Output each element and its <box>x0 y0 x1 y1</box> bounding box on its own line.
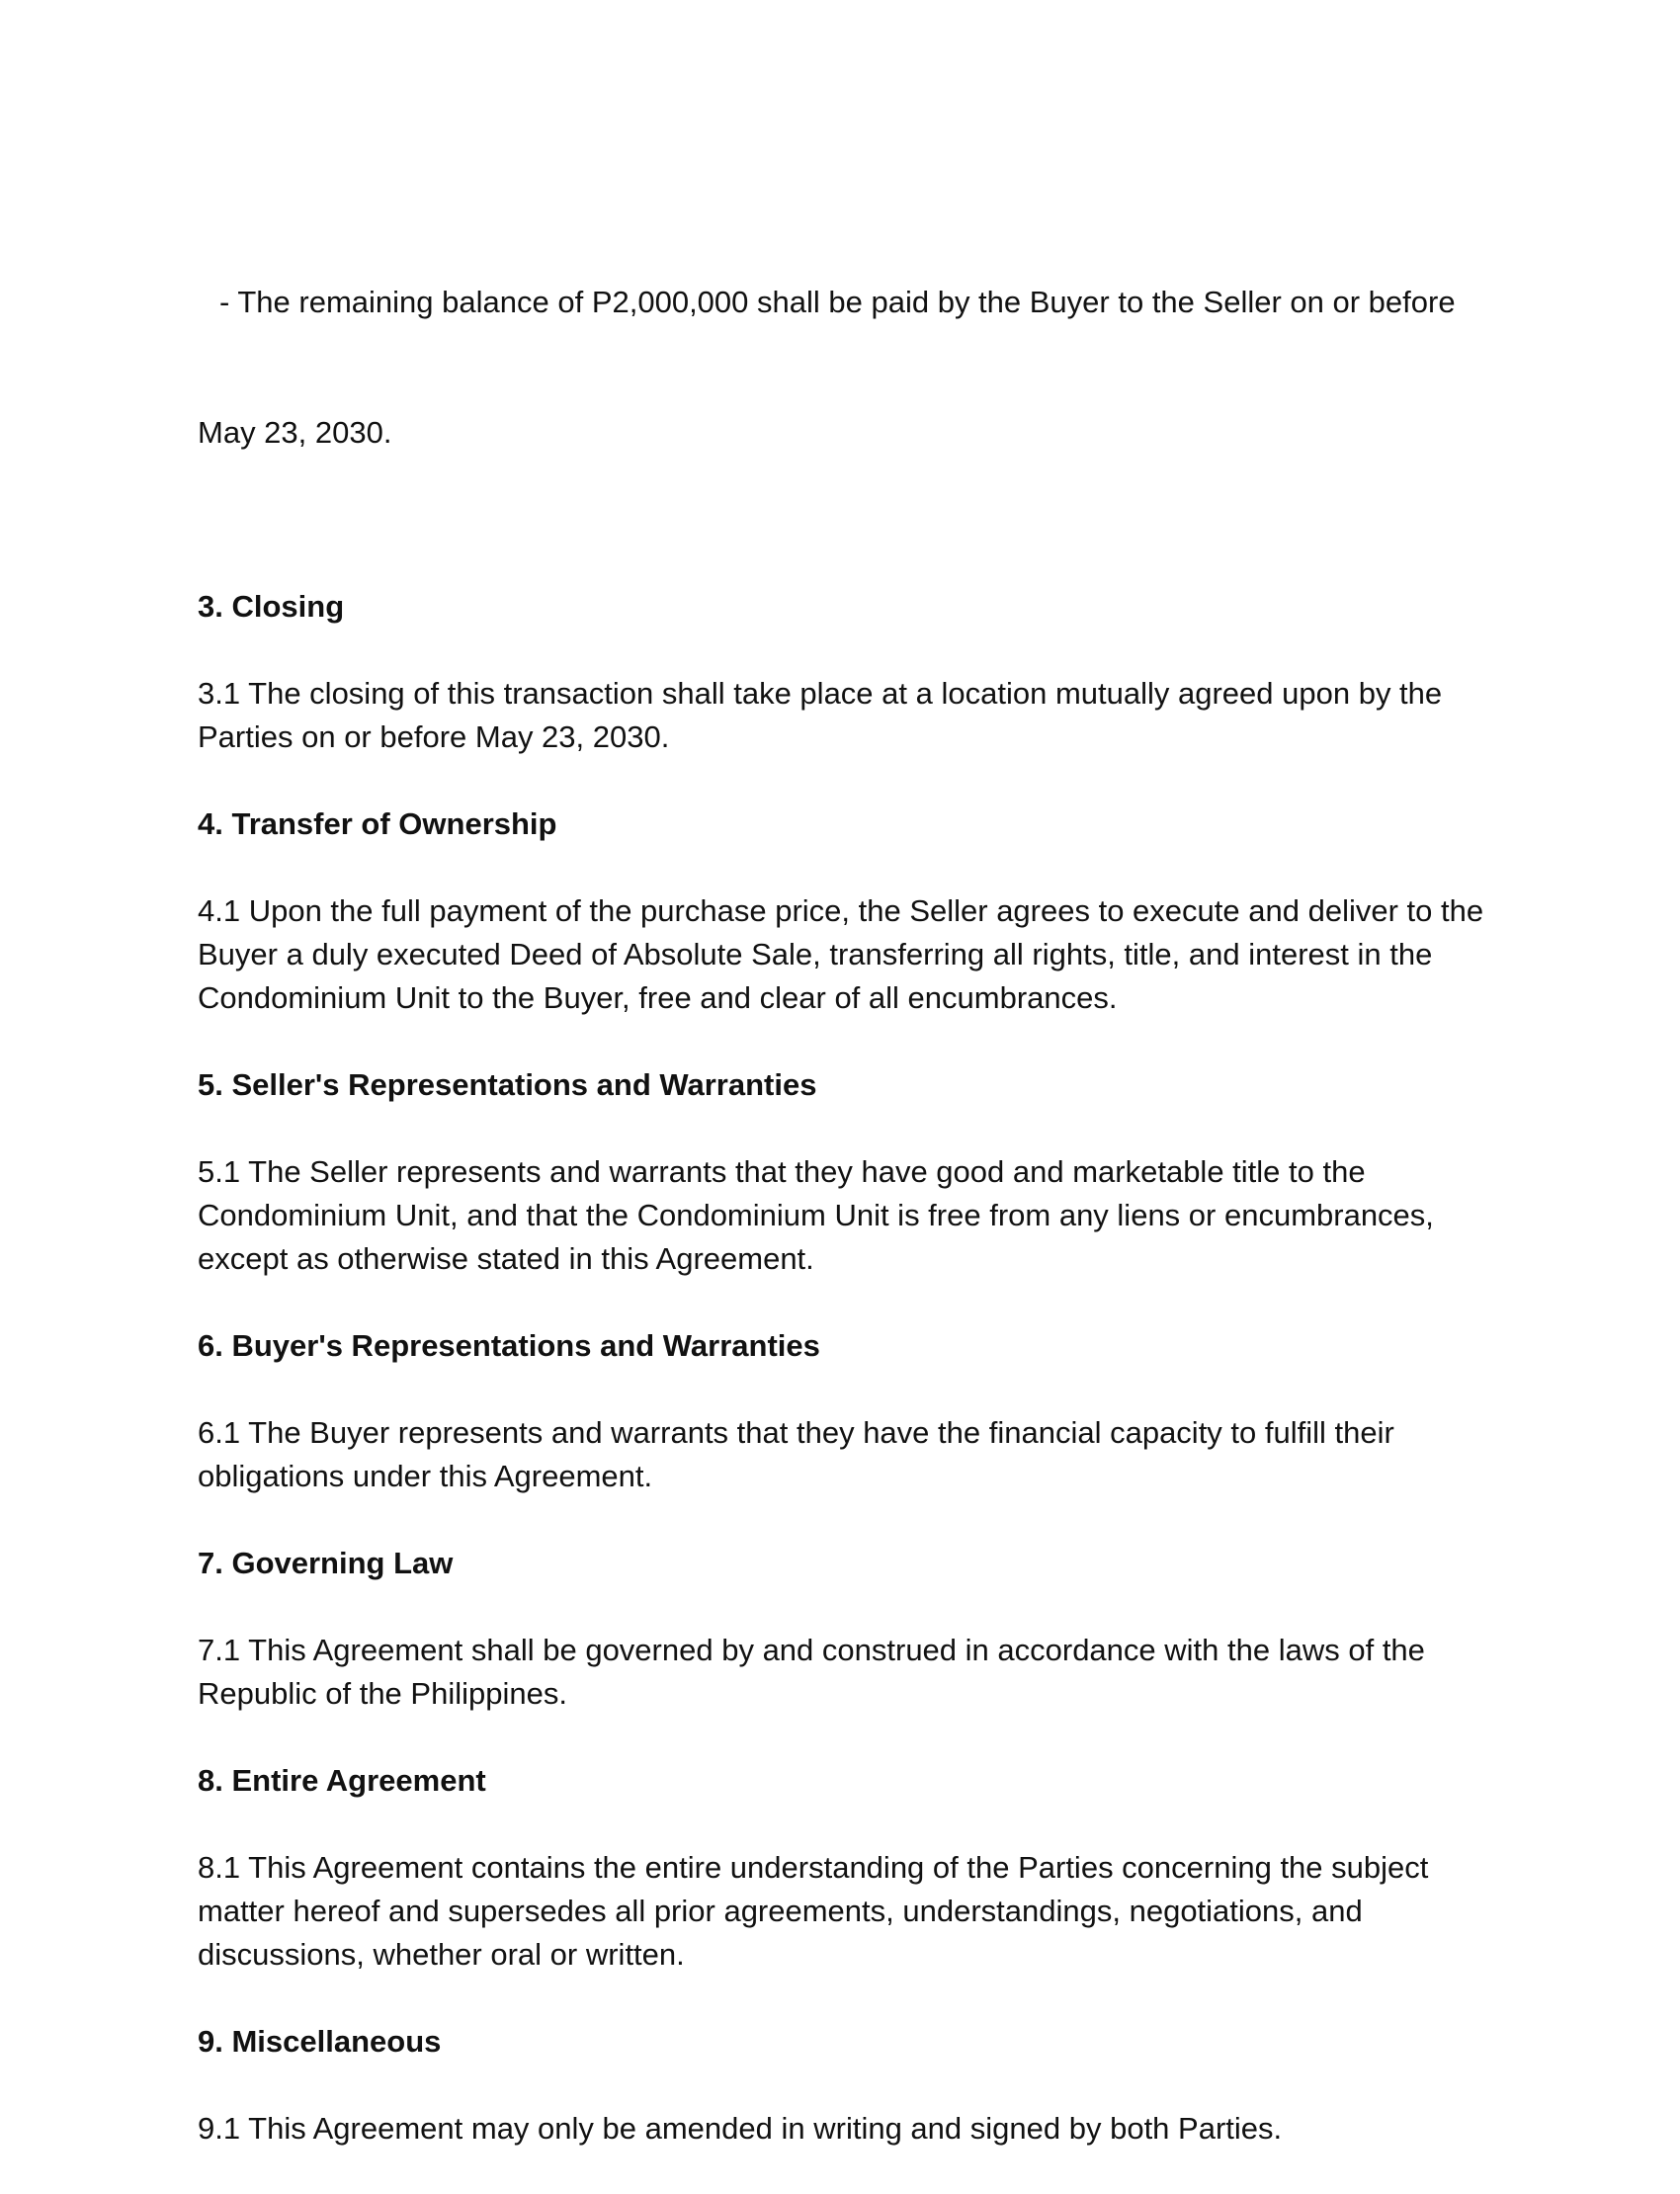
section-heading-closing: 3. Closing <box>198 589 345 624</box>
section-body-buyer-warranties: 6.1 The Buyer represents and warrants that they have the financial capacity to fulfill their obligations under this Agreement. <box>198 1415 1403 1493</box>
section-heading-buyer-warranties: 6. Buyer's Representations and Warranties <box>198 1328 820 1363</box>
payment-balance-line-2: May 23, 2030. <box>198 415 392 450</box>
section-heading-governing-law: 7. Governing Law <box>198 1546 454 1580</box>
payment-balance-line-1: - The remaining balance of P2,000,000 shall be paid by the Buyer to the Seller on or before <box>219 285 1456 319</box>
section-body-entire-agreement: 8.1 This Agreement contains the entire understanding of the Parties concerning the subject matter hereof and supersedes all prior agreements, understandings, negotiations, and discussions, whether oral or written. <box>198 1850 1437 1972</box>
section-body-governing-law: 7.1 This Agreement shall be governed by and construed in accordance with the laws of the Republic of the Philippines. <box>198 1633 1434 1711</box>
section-body-seller-warranties: 5.1 The Seller represents and warrants that they have good and marketable title to the Condominium Unit, and that the Condominium Unit is free from any liens or encumbrances, except as otherwise stated in this Agreement. <box>198 1154 1443 1276</box>
section-heading-entire-agreement: 8. Entire Agreement <box>198 1763 486 1798</box>
section-body-closing: 3.1 The closing of this transaction shall take place at a location mutually agreed upon by the Parties on or before May 23, 2030. <box>198 676 1451 754</box>
payment-balance-paragraph <box>198 194 1492 542</box>
section-body-miscellaneous: 9.1 This Agreement may only be amended in writing and signed by both Parties. <box>198 2111 1283 2146</box>
section-heading-miscellaneous: 9. Miscellaneous <box>198 2024 442 2059</box>
section-heading-transfer-of-ownership: 4. Transfer of Ownership <box>198 806 557 841</box>
section-body-transfer-of-ownership: 4.1 Upon the full payment of the purchase price, the Seller agrees to execute and deliver to the Buyer a duly executed Deed of Absolute Sale, transferring all rights, title, and interest in the Condominium Unit to the Buyer, free and clear of all encumbrances. <box>198 893 1492 1015</box>
section-heading-seller-warranties: 5. Seller's Representations and Warranties <box>198 1067 817 1102</box>
document-page <box>198 194 1492 2194</box>
